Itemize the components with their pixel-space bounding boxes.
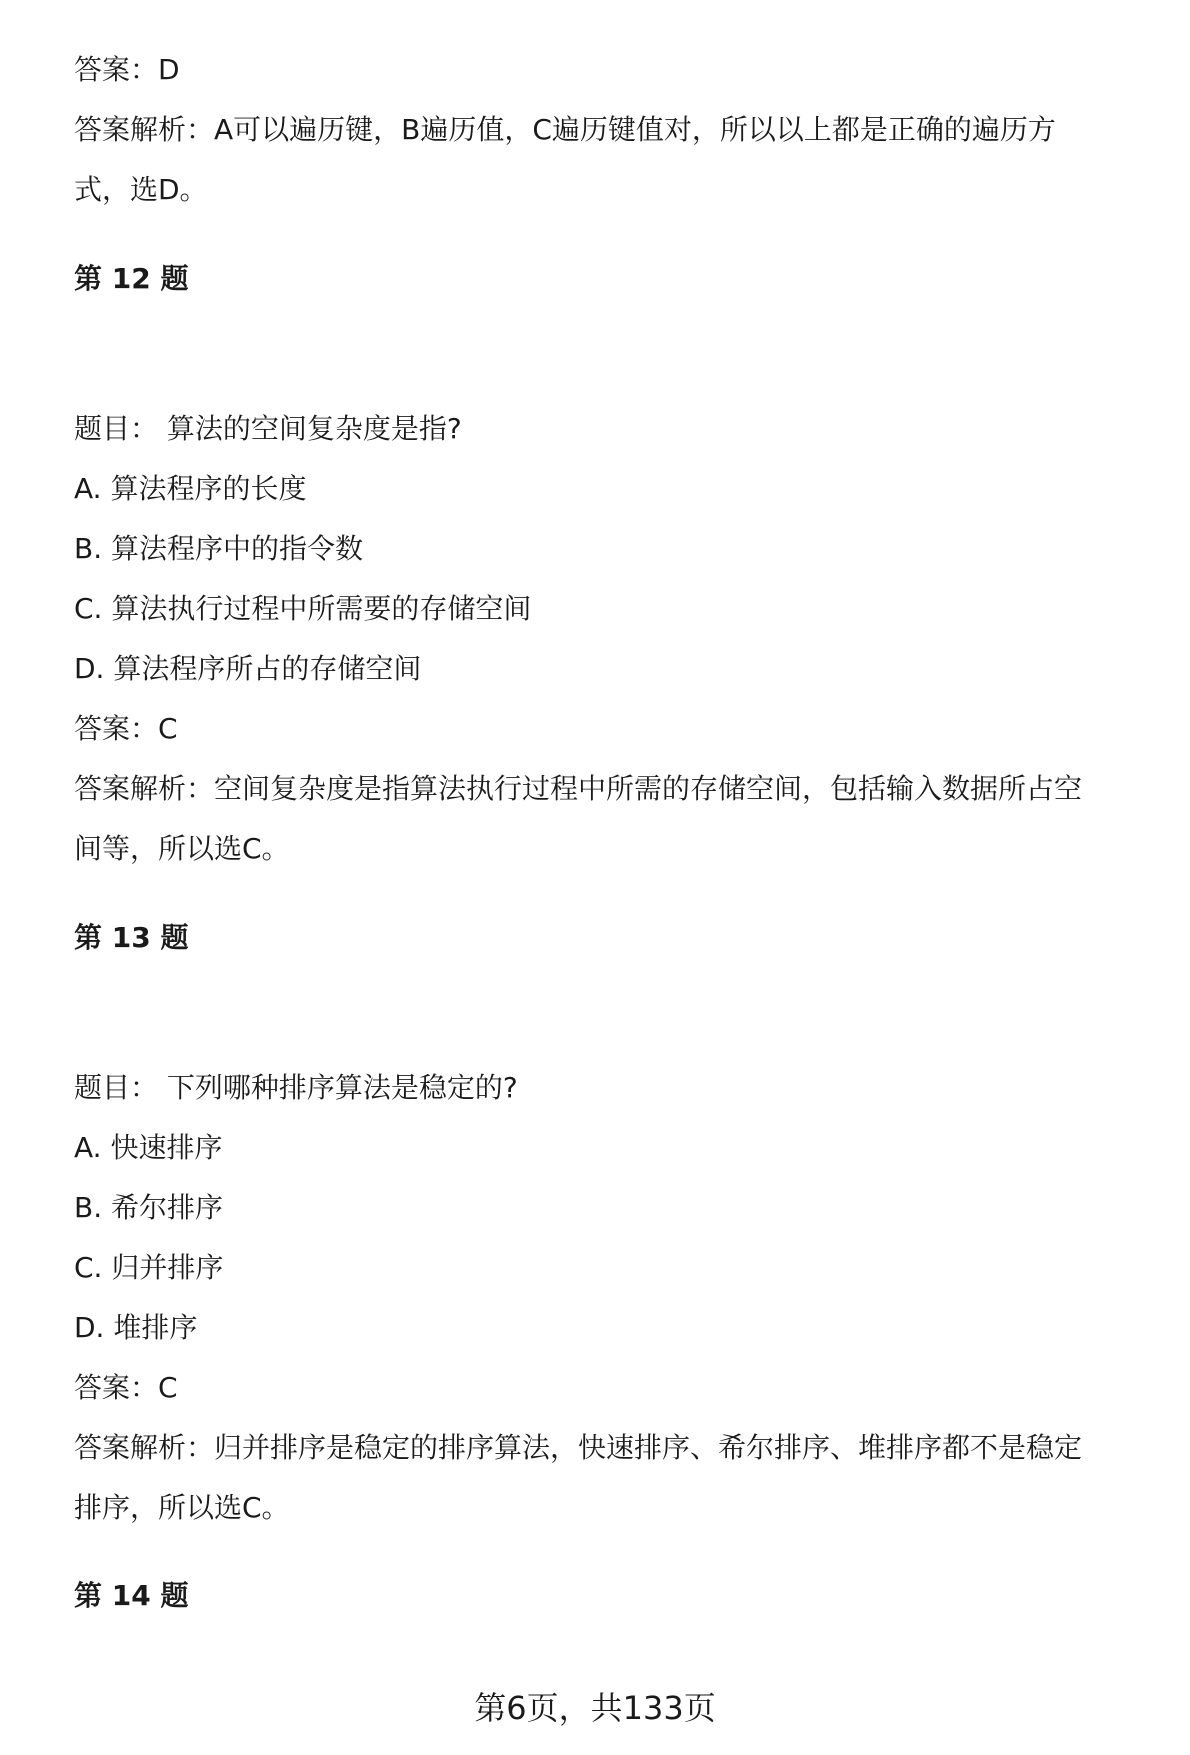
- q13-question: 题目： 下列哪种排序算法是稳定的?: [74, 1071, 518, 1104]
- q13-answer: 答案：C: [74, 1371, 178, 1404]
- q12-option-c: C. 算法执行过程中所需要的存储空间: [74, 592, 532, 625]
- q13-option-d: D. 堆排序: [74, 1311, 198, 1344]
- q12-option-b: B. 算法程序中的指令数: [74, 532, 364, 565]
- q13-explanation-line1: 答案解析：归并排序是稳定的排序算法，快速排序、希尔排序、堆排序都不是稳定: [74, 1431, 1083, 1464]
- q11-explanation-line1: 答案解析：A可以遍历键，B遍历值，C遍历键值对，所以以上都是正确的遍历方: [74, 113, 1056, 146]
- q11-explanation-line2: 式，选D。: [74, 173, 208, 206]
- q12-option-a: A. 算法程序的长度: [74, 472, 307, 505]
- q14-heading: 第 14 题: [74, 1579, 189, 1612]
- q12-answer: 答案：C: [74, 712, 178, 745]
- page-number-footer: 第6页，共133页: [474, 1689, 716, 1727]
- q13-option-b: B. 希尔排序: [74, 1191, 224, 1224]
- q11-answer: 答案：D: [74, 53, 180, 86]
- q12-option-d: D. 算法程序所占的存储空间: [74, 652, 422, 685]
- q12-explanation-line1: 答案解析：空间复杂度是指算法执行过程中所需的存储空间，包括输入数据所占空: [74, 772, 1083, 805]
- q13-option-c: C. 归并排序: [74, 1251, 224, 1284]
- q13-explanation-line2: 排序，所以选C。: [74, 1491, 290, 1524]
- q12-explanation-line2: 间等，所以选C。: [74, 832, 290, 865]
- q13-heading: 第 13 题: [74, 921, 189, 954]
- q12-heading: 第 12 题: [74, 262, 189, 295]
- q13-option-a: A. 快速排序: [74, 1131, 223, 1164]
- q12-question: 题目： 算法的空间复杂度是指?: [74, 412, 462, 445]
